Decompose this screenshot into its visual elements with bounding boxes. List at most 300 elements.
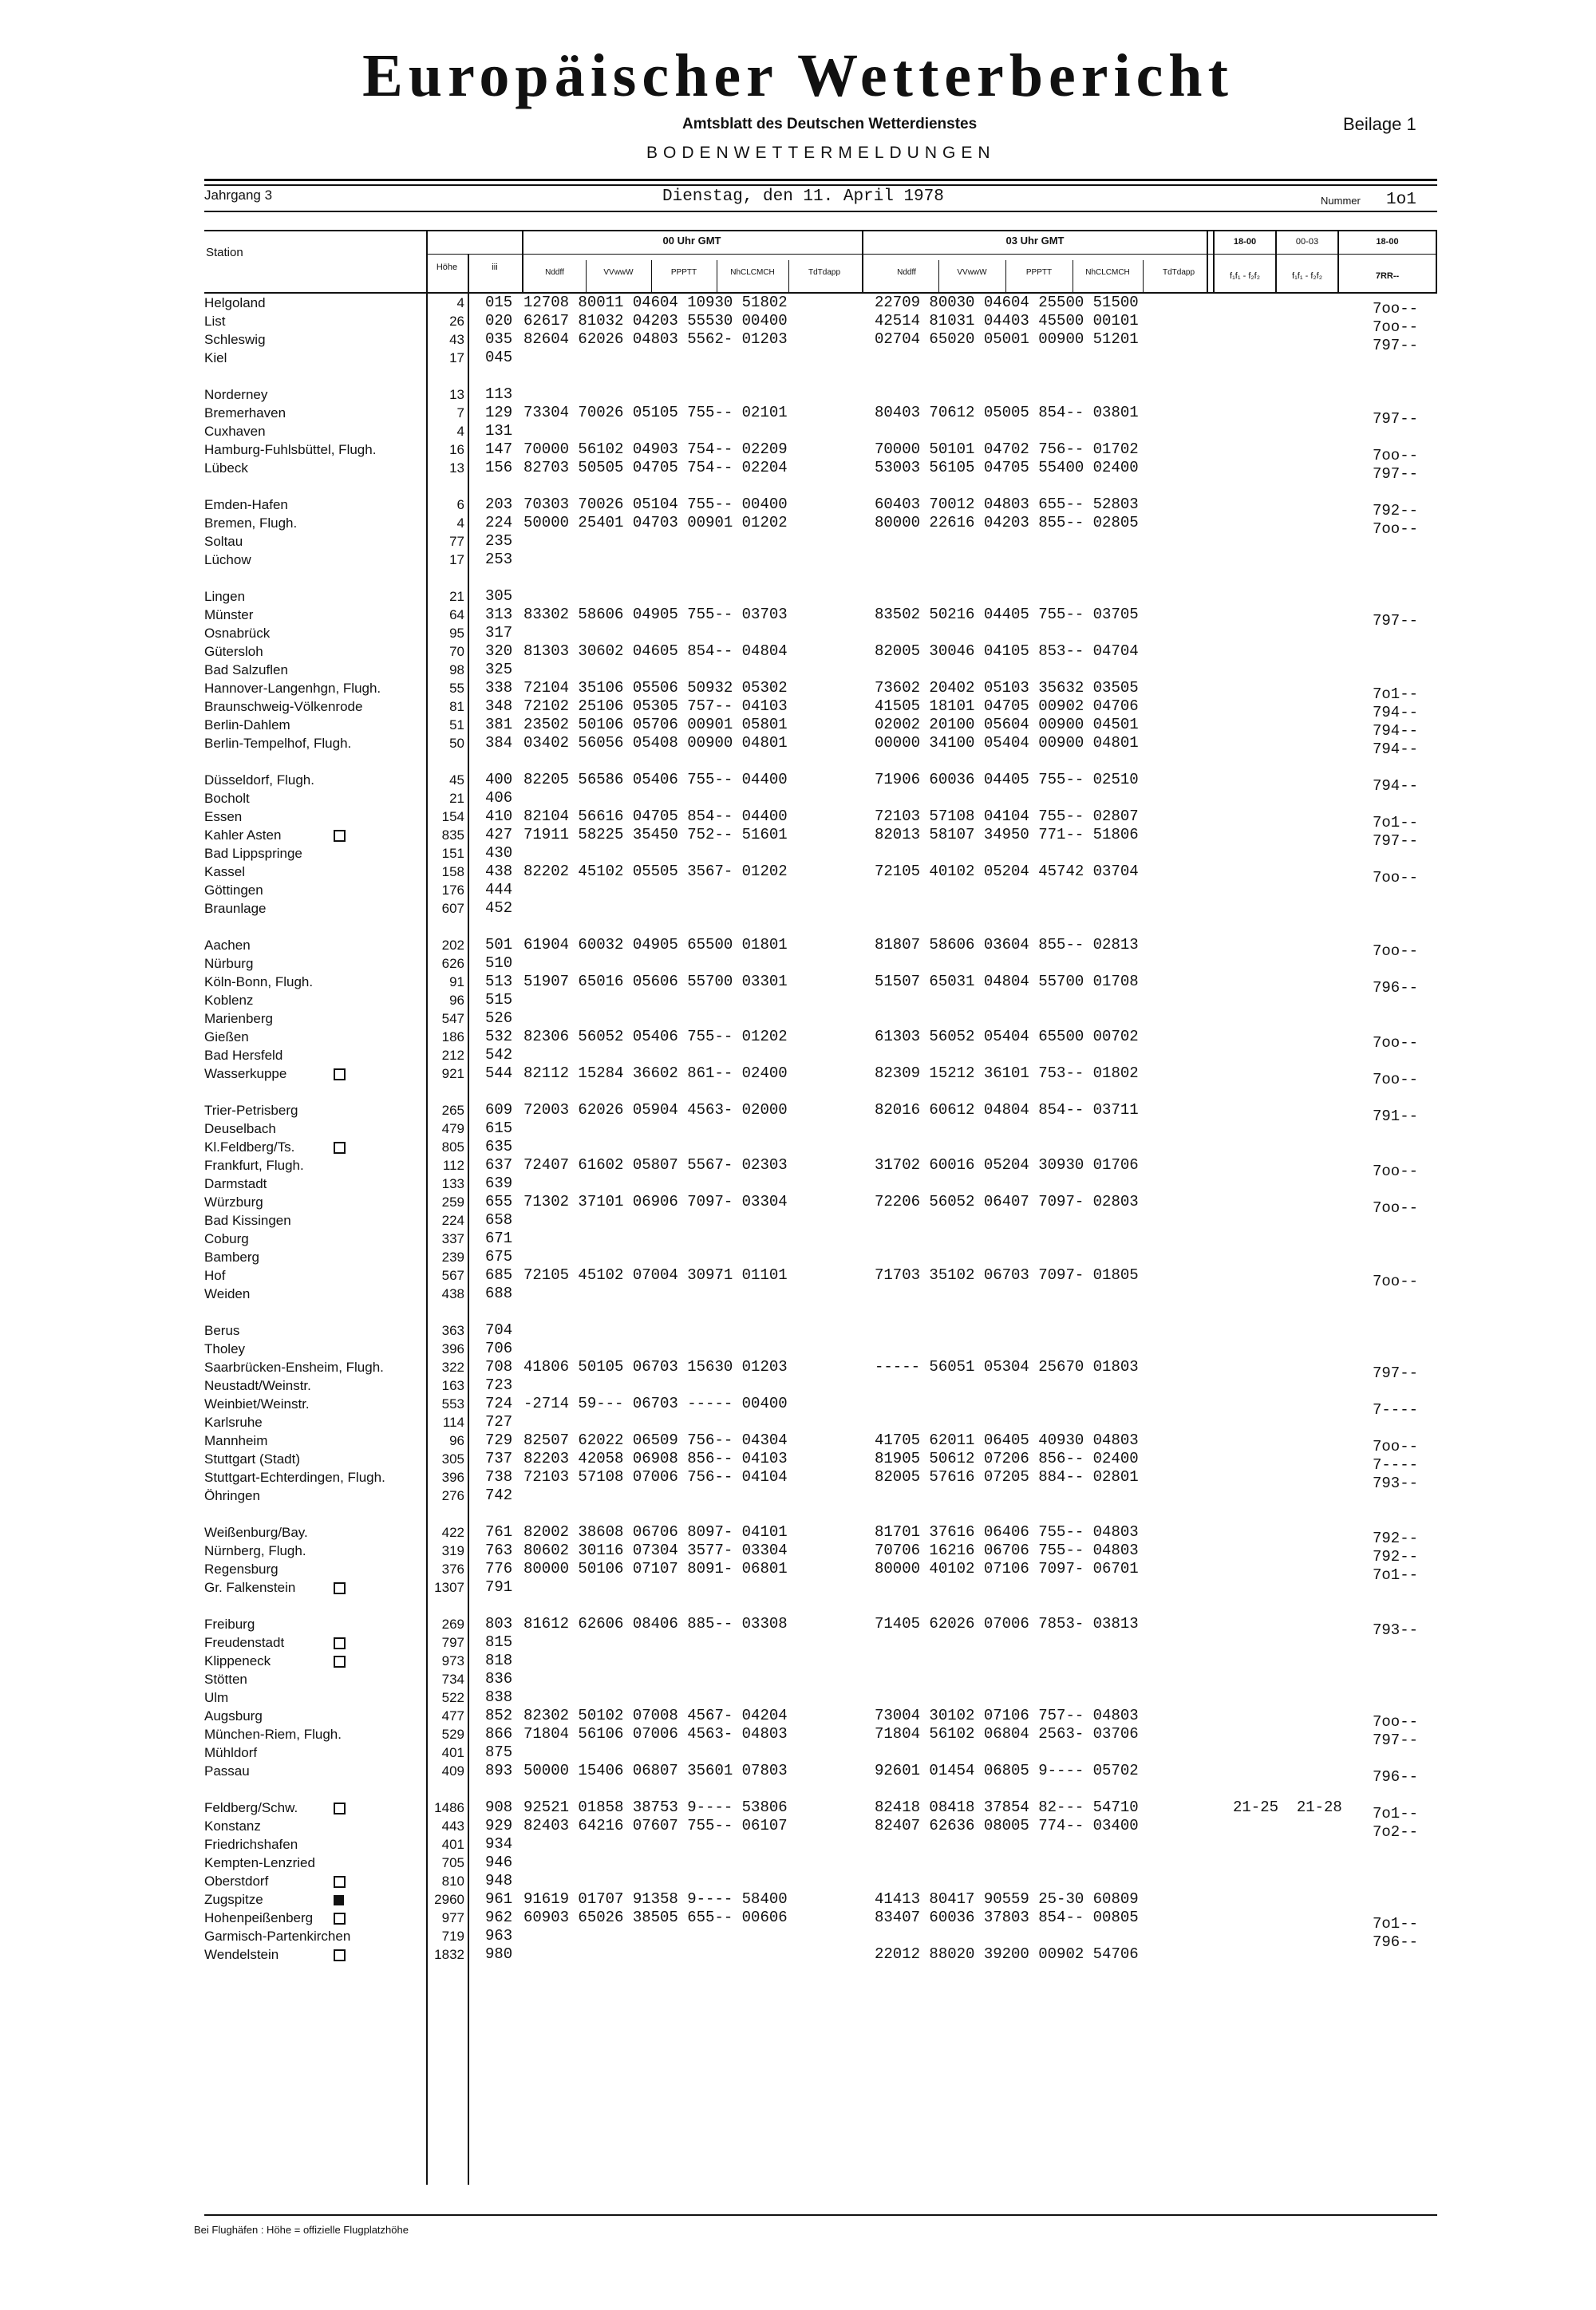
station-iii: 688 — [485, 1285, 513, 1302]
station-hoehe: 95 — [449, 626, 464, 641]
station-hoehe: 55 — [449, 681, 464, 696]
station-name: Mannheim — [204, 1433, 268, 1448]
station-name: Lüchow — [204, 552, 251, 567]
sub03-divider-2 — [1005, 260, 1006, 292]
station-iii: 035 — [485, 330, 513, 348]
station-hoehe: 376 — [441, 1562, 464, 1577]
obs-rr: 7oo-- — [1373, 1438, 1419, 1455]
station-iii: 961 — [485, 1890, 513, 1908]
station-iii: 348 — [485, 697, 513, 715]
station-iii: 635 — [485, 1138, 513, 1155]
obs-rr: 7oo-- — [1373, 1713, 1419, 1731]
obs-00-gmt: 81612 62606 08406 885-- 03308 — [523, 1615, 788, 1633]
station-iii: 313 — [485, 606, 513, 623]
station-iii: 501 — [485, 936, 513, 954]
station-hoehe: 163 — [441, 1378, 464, 1393]
station-name: Cuxhaven — [204, 424, 266, 439]
obs-03-gmt: 70706 16216 06706 755-- 04803 — [875, 1542, 1139, 1559]
obs-03-gmt: 51507 65031 04804 55700 01708 — [875, 973, 1139, 990]
obs-rr: 792-- — [1373, 1530, 1419, 1547]
top-rule-1 — [204, 179, 1437, 181]
station-name: Bremerhaven — [204, 405, 286, 421]
col-station: Station — [206, 246, 243, 259]
obs-03-gmt: 81807 58606 03604 855-- 02813 — [875, 936, 1139, 954]
obs-03-gmt: 80000 22616 04203 855-- 02805 — [875, 514, 1139, 531]
obs-rr: 791-- — [1373, 1108, 1419, 1125]
obs-03-gmt: 41505 18101 04705 00902 04706 — [875, 697, 1139, 715]
station-iii: 113 — [485, 385, 513, 403]
station-hoehe: 797 — [441, 1635, 464, 1650]
station-name: Nürnberg, Flugh. — [204, 1543, 306, 1558]
station-hoehe: 977 — [441, 1910, 464, 1925]
obs-rr: 7oo-- — [1373, 1163, 1419, 1180]
station-hoehe: 154 — [441, 809, 464, 824]
obs-00-gmt: 83302 58606 04905 755-- 03703 — [523, 606, 788, 623]
station-name: Essen — [204, 809, 243, 824]
obs-rr: 792-- — [1373, 1548, 1419, 1566]
station-iii: 015 — [485, 294, 513, 311]
station-name: Mühldorf — [204, 1745, 258, 1760]
obs-00-gmt: 91619 01707 91358 9---- 58400 — [523, 1890, 788, 1908]
station-name: Düsseldorf, Flugh. — [204, 772, 314, 788]
square-icon — [334, 1654, 346, 1668]
obs-03-gmt: 72105 40102 05204 45742 03704 — [875, 863, 1139, 880]
station-hoehe: 158 — [441, 864, 464, 879]
station-iii: 737 — [485, 1450, 513, 1467]
station-name: Göttingen — [204, 883, 263, 898]
station-hoehe: 921 — [441, 1066, 464, 1081]
obs-03-gmt: 82309 15212 36101 753-- 01802 — [875, 1064, 1139, 1082]
station-name: Trier-Petrisberg — [204, 1103, 298, 1118]
top-rule-2 — [204, 184, 1437, 186]
station-hoehe: 319 — [441, 1543, 464, 1558]
col-ex1-sub: f₁f₁ - f₂f₂ — [1230, 271, 1260, 281]
obs-rr: 7oo-- — [1373, 1034, 1419, 1052]
sub03-col-2: PPPTT — [1025, 268, 1053, 277]
obs-00-gmt: 72104 35106 05506 50932 05302 — [523, 679, 788, 697]
station-hoehe: 96 — [449, 993, 464, 1008]
station-iii: 875 — [485, 1743, 513, 1761]
station-hoehe: 91 — [449, 974, 464, 989]
station-iii: 685 — [485, 1266, 513, 1284]
station-hoehe: 401 — [441, 1837, 464, 1852]
station-name: Bocholt — [204, 791, 250, 806]
obs-03-gmt: 22709 80030 04604 25500 51500 — [875, 294, 1139, 311]
square-icon — [334, 1948, 346, 1962]
station-name: Wasserkuppe — [204, 1066, 287, 1081]
station-name: Wendelstein — [204, 1947, 279, 1962]
station-hoehe: 409 — [441, 1763, 464, 1779]
obs-rr: 796-- — [1373, 1768, 1419, 1786]
obs-00-gmt: 82306 56052 05406 755-- 01202 — [523, 1028, 788, 1045]
sub03-col-1: VVwwW — [957, 268, 987, 277]
station-iii: 203 — [485, 496, 513, 513]
station-hoehe: 553 — [441, 1396, 464, 1412]
station-hoehe: 443 — [441, 1818, 464, 1834]
station-iii: 045 — [485, 349, 513, 366]
obs-rr: 7oo-- — [1373, 447, 1419, 464]
obs-03-gmt: 71703 35102 06703 7097- 01805 — [875, 1266, 1139, 1284]
station-name: Aachen — [204, 938, 251, 953]
station-name: Marienberg — [204, 1011, 273, 1026]
obs-03-gmt: 60403 70012 04803 655-- 52803 — [875, 496, 1139, 513]
station-hoehe: 547 — [441, 1011, 464, 1026]
station-hoehe: 212 — [441, 1048, 464, 1063]
station-hoehe: 396 — [441, 1341, 464, 1356]
station-iii: 131 — [485, 422, 513, 440]
station-name: Tholey — [204, 1341, 246, 1356]
obs-03-gmt: 22012 88020 39200 00902 54706 — [875, 1945, 1139, 1963]
station-hoehe: 626 — [441, 956, 464, 971]
obs-00-gmt: -2714 59--- 06703 ----- 00400 — [523, 1395, 788, 1412]
station-symbol — [334, 1949, 346, 1961]
sub03-divider-4 — [1143, 260, 1144, 292]
station-name: Feldberg/Schw. — [204, 1800, 298, 1815]
station-name: Kahler Asten — [204, 827, 282, 843]
obs-extra: 21-25 21-28 — [1233, 1799, 1342, 1816]
station-iii: 962 — [485, 1909, 513, 1926]
square-icon — [334, 1874, 346, 1889]
station-iii: 671 — [485, 1230, 513, 1247]
station-hoehe: 81 — [449, 699, 464, 714]
nummer-value: 1o1 — [1386, 191, 1416, 209]
station-name: Soltau — [204, 534, 243, 549]
obs-03-gmt: 41413 80417 90559 25-30 60809 — [875, 1890, 1139, 1908]
obs-00-gmt: 72103 57108 07006 756-- 04104 — [523, 1468, 788, 1486]
obs-03-gmt: 81701 37616 06406 755-- 04803 — [875, 1523, 1139, 1541]
obs-00-gmt: 03402 56056 05408 00900 04801 — [523, 734, 788, 752]
station-name: Hamburg-Fuhlsbüttel, Flugh. — [204, 442, 377, 457]
station-symbol — [334, 1895, 344, 1905]
station-iii: 836 — [485, 1670, 513, 1688]
station-hoehe: 96 — [449, 1433, 464, 1448]
station-hoehe: 21 — [449, 589, 464, 604]
station-hoehe: 13 — [449, 460, 464, 476]
station-name: Bad Hersfeld — [204, 1048, 283, 1063]
obs-00-gmt: 82112 15284 36602 861-- 02400 — [523, 1064, 788, 1082]
obs-00-gmt: 72407 61602 05807 5567- 02303 — [523, 1156, 788, 1174]
station-hoehe: 276 — [441, 1488, 464, 1503]
obs-03-gmt: 31702 60016 05204 30930 01706 — [875, 1156, 1139, 1174]
station-iii: 526 — [485, 1009, 513, 1027]
station-hoehe: 805 — [441, 1139, 464, 1155]
station-iii: 776 — [485, 1560, 513, 1578]
station-name: Coburg — [204, 1231, 249, 1246]
station-iii: 513 — [485, 973, 513, 990]
station-name: Köln-Bonn, Flugh. — [204, 974, 314, 989]
station-iii: 129 — [485, 404, 513, 421]
obs-rr: 7o1-- — [1373, 1915, 1419, 1933]
station-name: Weinbiet/Weinstr. — [204, 1396, 310, 1412]
station-name: Braunschweig-Völkenrode — [204, 699, 363, 714]
col-03-gmt: 03 Uhr GMT — [1005, 235, 1065, 247]
obs-00-gmt: 81303 30602 04605 854-- 04804 — [523, 642, 788, 660]
obs-00-gmt: 62617 81032 04203 55530 00400 — [523, 312, 788, 330]
obs-00-gmt: 80000 50106 07107 8091- 06801 — [523, 1560, 788, 1578]
obs-00-gmt: 82203 42058 06908 856-- 04103 — [523, 1450, 788, 1467]
obs-rr: 792-- — [1373, 502, 1419, 519]
station-iii: 542 — [485, 1046, 513, 1064]
square-icon — [334, 1801, 346, 1815]
station-name: Garmisch-Partenkirchen — [204, 1929, 351, 1944]
station-iii: 235 — [485, 532, 513, 550]
station-hoehe: 4 — [456, 424, 464, 439]
station-name: Stuttgart (Stadt) — [204, 1451, 300, 1467]
station-iii: 452 — [485, 899, 513, 917]
hdr-bottom — [204, 292, 1437, 294]
obs-rr: 797-- — [1373, 612, 1419, 630]
station-iii: 384 — [485, 734, 513, 752]
station-iii: 803 — [485, 1615, 513, 1633]
station-name: Regensburg — [204, 1562, 279, 1577]
station-symbol — [334, 1142, 346, 1154]
station-name: Berlin-Tempelhof, Flugh. — [204, 736, 352, 751]
station-name: List — [204, 314, 226, 329]
station-hoehe: 151 — [441, 846, 464, 861]
station-name: Stuttgart-Echterdingen, Flugh. — [204, 1470, 385, 1485]
station-hoehe: 479 — [441, 1121, 464, 1136]
station-hoehe: 239 — [441, 1250, 464, 1265]
station-symbol — [334, 1637, 346, 1649]
obs-rr: 7oo-- — [1373, 942, 1419, 960]
obs-03-gmt: ----- 56051 05304 25670 01803 — [875, 1358, 1139, 1376]
station-iii: 444 — [485, 881, 513, 898]
obs-00-gmt: 71911 58225 35450 752-- 51601 — [523, 826, 788, 843]
station-name: Emden-Hafen — [204, 497, 288, 512]
station-iii: 980 — [485, 1945, 513, 1963]
sub03-col-0: Nddff — [897, 268, 916, 277]
station-hoehe: 98 — [449, 662, 464, 677]
station-name: Kassel — [204, 864, 246, 879]
station-iii: 742 — [485, 1487, 513, 1504]
hdr-mid — [426, 254, 1437, 255]
obs-rr: 796-- — [1373, 979, 1419, 997]
station-iii: 637 — [485, 1156, 513, 1174]
page-title: Europäischer Wetterbericht — [362, 42, 1234, 109]
sub00-col-4: TdTdapp — [808, 268, 841, 277]
obs-rr: 794-- — [1373, 740, 1419, 758]
obs-rr: 7o1-- — [1373, 814, 1419, 831]
station-iii: 156 — [485, 459, 513, 476]
col-ex3-sub: 7RR-- — [1375, 271, 1400, 281]
station-iii: 948 — [485, 1872, 513, 1889]
station-hoehe: 337 — [441, 1231, 464, 1246]
station-iii: 815 — [485, 1633, 513, 1651]
station-symbol — [334, 1656, 346, 1668]
station-iii: 325 — [485, 661, 513, 678]
station-iii: 381 — [485, 716, 513, 733]
station-hoehe: 973 — [441, 1653, 464, 1668]
station-name: Saarbrücken-Ensheim, Flugh. — [204, 1360, 384, 1375]
obs-03-gmt: 42514 81031 04403 45500 00101 — [875, 312, 1139, 330]
obs-00-gmt: 70303 70026 05104 755-- 00400 — [523, 496, 788, 513]
station-name: Kempten-Lenzried — [204, 1855, 315, 1870]
station-iii: 147 — [485, 440, 513, 458]
station-symbol — [334, 1876, 346, 1888]
station-symbol — [334, 1582, 346, 1594]
station-name: Hannover-Langenhgn, Flugh. — [204, 681, 381, 696]
station-iii: 963 — [485, 1927, 513, 1945]
obs-03-gmt: 82013 58107 34950 771-- 51806 — [875, 826, 1139, 843]
hdr-v5 — [1207, 230, 1208, 294]
station-name: Weiden — [204, 1286, 251, 1301]
station-symbol — [334, 1068, 346, 1080]
obs-00-gmt: 73304 70026 05105 755-- 02101 — [523, 404, 788, 421]
footer-note: Bei Flughäfen : Höhe = offizielle Flugplatzhöhe — [194, 2224, 409, 2236]
obs-rr: 7oo-- — [1373, 520, 1419, 538]
obs-rr: 7o1-- — [1373, 1566, 1419, 1584]
col-ex2: 00-03 — [1295, 237, 1319, 247]
station-iii: 515 — [485, 991, 513, 1009]
station-name: Norderney — [204, 387, 268, 402]
obs-rr: 7oo-- — [1373, 318, 1419, 336]
obs-03-gmt: 71804 56102 06804 2563- 03706 — [875, 1725, 1139, 1743]
station-hoehe: 6 — [456, 497, 464, 512]
station-name: Kl.Feldberg/Ts. — [204, 1139, 295, 1155]
station-hoehe: 51 — [449, 717, 464, 732]
station-iii: 615 — [485, 1119, 513, 1137]
station-hoehe: 17 — [449, 350, 464, 365]
hdr-v9 — [1436, 231, 1437, 294]
obs-00-gmt: 92521 01858 38753 9---- 53806 — [523, 1799, 788, 1816]
station-hoehe: 265 — [441, 1103, 464, 1118]
obs-03-gmt: 72103 57108 04104 755-- 02807 — [875, 808, 1139, 825]
hdr-v1 — [426, 230, 428, 294]
station-iii: 838 — [485, 1688, 513, 1706]
square-icon — [334, 1581, 346, 1595]
obs-rr: 797-- — [1373, 410, 1419, 428]
station-iii: 532 — [485, 1028, 513, 1045]
body-rule-iii — [468, 294, 469, 2185]
sub00-col-3: NhCLCMCH — [730, 268, 775, 277]
col-ex1: 18-00 — [1233, 237, 1257, 247]
station-hoehe: 396 — [441, 1470, 464, 1485]
station-name: Darmstadt — [204, 1176, 267, 1191]
obs-03-gmt: 80000 40102 07106 7097- 06701 — [875, 1560, 1139, 1578]
sub00-divider-4 — [788, 260, 789, 292]
sub03-divider-1 — [938, 260, 939, 292]
obs-rr: 7oo-- — [1373, 1273, 1419, 1290]
station-name: Nürburg — [204, 956, 254, 971]
station-hoehe: 114 — [442, 1415, 464, 1430]
obs-00-gmt: 61904 60032 04905 65500 01801 — [523, 936, 788, 954]
station-name: Bamberg — [204, 1250, 259, 1265]
obs-00-gmt: 71302 37101 06906 7097- 03304 — [523, 1193, 788, 1210]
station-name: Oberstdorf — [204, 1874, 269, 1889]
station-name: Klippeneck — [204, 1653, 271, 1668]
station-name: Hohenpeißenberg — [204, 1910, 314, 1925]
station-hoehe: 186 — [441, 1029, 464, 1044]
obs-rr: 7o1-- — [1373, 685, 1419, 703]
station-hoehe: 835 — [441, 827, 464, 843]
col-iii: iii — [492, 263, 498, 272]
obs-00-gmt: 82104 56616 04705 854-- 04400 — [523, 808, 788, 825]
obs-rr: 793-- — [1373, 1475, 1419, 1492]
square-icon — [334, 1636, 346, 1650]
obs-rr: 797-- — [1373, 832, 1419, 850]
station-hoehe: 567 — [441, 1268, 464, 1283]
obs-00-gmt: 82703 50505 04705 754-- 02204 — [523, 459, 788, 476]
hdr-v2 — [468, 254, 469, 294]
obs-03-gmt: 83502 50216 04405 755-- 03705 — [875, 606, 1139, 623]
station-iii: 406 — [485, 789, 513, 807]
station-hoehe: 422 — [441, 1525, 464, 1540]
obs-03-gmt: 02002 20100 05604 00900 04501 — [875, 716, 1139, 733]
station-iii: 761 — [485, 1523, 513, 1541]
station-hoehe: 401 — [441, 1745, 464, 1760]
station-iii: 438 — [485, 863, 513, 880]
station-hoehe: 477 — [441, 1708, 464, 1724]
obs-03-gmt: 71405 62026 07006 7853- 03813 — [875, 1615, 1139, 1633]
obs-03-gmt: 82016 60612 04804 854-- 03711 — [875, 1101, 1139, 1119]
obs-03-gmt: 02704 65020 05001 00900 51201 — [875, 330, 1139, 348]
obs-00-gmt: 82002 38608 06706 8097- 04101 — [523, 1523, 788, 1541]
station-hoehe: 529 — [441, 1727, 464, 1742]
obs-00-gmt: 41806 50105 06703 15630 01203 — [523, 1358, 788, 1376]
station-iii: 708 — [485, 1358, 513, 1376]
station-hoehe: 522 — [441, 1690, 464, 1705]
jahrgang: Jahrgang 3 — [204, 188, 273, 203]
station-name: Bad Kissingen — [204, 1213, 291, 1228]
station-hoehe: 719 — [441, 1929, 464, 1944]
sub00-col-1: VVwwW — [603, 268, 634, 277]
footer-rule — [204, 2214, 1437, 2216]
station-hoehe: 21 — [449, 791, 464, 806]
station-symbol — [334, 1913, 346, 1925]
station-iii: 738 — [485, 1468, 513, 1486]
station-iii: 852 — [485, 1707, 513, 1724]
station-hoehe: 363 — [441, 1323, 464, 1338]
obs-03-gmt: 81905 50612 07206 856-- 02400 — [875, 1450, 1139, 1467]
station-hoehe: 734 — [441, 1672, 464, 1687]
obs-rr: 7oo-- — [1373, 300, 1419, 318]
station-hoehe: 112 — [442, 1158, 464, 1173]
station-iii: 675 — [485, 1248, 513, 1266]
obs-03-gmt: 00000 34100 05404 00900 04801 — [875, 734, 1139, 752]
rule-below-date — [204, 211, 1437, 212]
station-name: Hof — [204, 1268, 226, 1283]
station-iii: 866 — [485, 1725, 513, 1743]
filled-square-icon — [334, 1893, 344, 1907]
obs-rr: 7o1-- — [1373, 1805, 1419, 1822]
station-iii: 706 — [485, 1340, 513, 1357]
sub00-divider-2 — [651, 260, 652, 292]
obs-rr: 793-- — [1373, 1621, 1419, 1639]
station-name: Weißenburg/Bay. — [204, 1525, 308, 1540]
station-hoehe: 176 — [441, 883, 464, 898]
station-name: Zugspitze — [204, 1892, 263, 1907]
station-iii: 338 — [485, 679, 513, 697]
hdr-top — [204, 230, 1437, 231]
obs-00-gmt: 82403 64216 07607 755-- 06107 — [523, 1817, 788, 1834]
obs-03-gmt: 82005 57616 07205 884-- 02801 — [875, 1468, 1139, 1486]
beilage: Beilage 1 — [1343, 114, 1416, 134]
station-iii: 893 — [485, 1762, 513, 1779]
station-hoehe: 705 — [441, 1855, 464, 1870]
station-hoehe: 269 — [441, 1617, 464, 1632]
station-name: Freudenstadt — [204, 1635, 285, 1650]
obs-03-gmt: 41705 62011 06405 40930 04803 — [875, 1431, 1139, 1449]
station-name: München-Riem, Flugh. — [204, 1727, 342, 1742]
station-name: Konstanz — [204, 1818, 261, 1834]
station-iii: 639 — [485, 1175, 513, 1192]
station-name: Deuselbach — [204, 1121, 276, 1136]
obs-00-gmt: 51907 65016 05606 55700 03301 — [523, 973, 788, 990]
station-name: Kiel — [204, 350, 227, 365]
obs-00-gmt: 72003 62026 05904 4563- 02000 — [523, 1101, 788, 1119]
station-iii: 317 — [485, 624, 513, 642]
station-iii: 224 — [485, 514, 513, 531]
